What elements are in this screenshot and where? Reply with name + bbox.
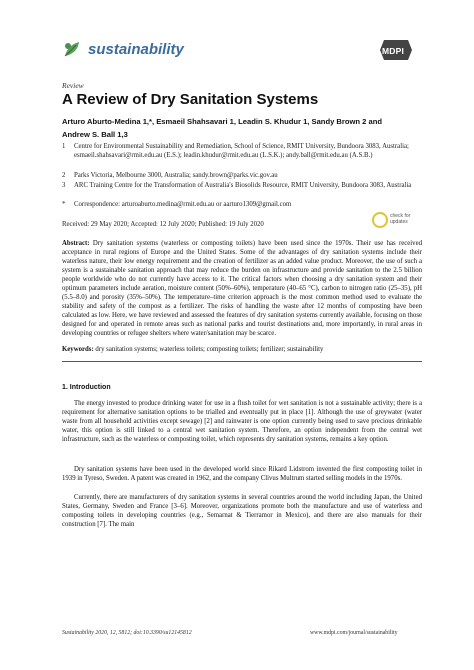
abstract-label: Abstract:	[62, 240, 90, 247]
publication-dates: Received: 29 May 2020; Accepted: 12 July 2020; Published: 19 July 2020	[62, 221, 264, 228]
abstract	[62, 239, 422, 339]
affiliation-2: 2 Parks Victoria, Melbourne 3000, Australia; sandy.brown@parks.vic.gov.au	[62, 171, 422, 180]
intro-paragraph-3: Currently, there are manufacturers of dry sanitation systems in several countries around the world including Japan, the United States, Germany, Sweden and France [3–6]. Moreover, organizations promote both the manufacture and use of waterless and composting toilets in developing countries (e.g., Semarnat & Tierramor in Mexico), and there are also manuals for their construction [7]. The main	[62, 494, 422, 529]
affiliation-text: ARC Training Centre for the Transformation of Australia's Biosolids Resource, RMIT University, Bundoora 3083, Australia	[74, 182, 412, 189]
keywords-label: Keywords:	[62, 346, 94, 353]
sustainability-logo-icon	[62, 38, 82, 60]
abstract-text: Dry sanitation systems (waterless or composting toilets) have been used since the 1970s. Their use has received acceptance in rural regions of Europe and the United States. Some of the advantages of dry sanitation systems include their waterless nature, their low energy requirement and the creation of fertilizer as an added value product. Moreover, the use of such a system is a sustainable sanitation approach that may reduce the burden on infrastructure and provide sanitation to the 2.5 billion people worldwide who do not currently have access to it. The critical factors when choosing a dry sanitation system and their optimum parameters include aeration, moisture content (50%–60%), temperature (40–65 °C), carbon to nitrogen ratio (25–35), pH (5.5–8.0) and porosity (35%–50%). The temperature–time criterion approach is the most common method used to evaluate the stability and safety of the compost as a fertilizer. The risks of handling the waste after 12 months of composting have been calculated as low. Here, we have reviewed and assessed the features of dry sanitation systems currently available, focusing on those designed for and operated in remote areas such as national parks and tourist destinations and, more importantly, in rural areas in developing countries or refugee shelters where water/sanitation may be scarce.	[62, 240, 422, 338]
keywords	[62, 346, 422, 353]
section-divider	[62, 361, 422, 362]
affiliation-3: 3 ARC Training Centre for the Transformation of Australia's Biosolids Resource, RMIT University, Bundoora 3083, Australia	[62, 181, 422, 190]
footer-url[interactable]: www.mdpi.com/journal/sustainability	[310, 630, 398, 636]
correspondence: * Correspondence: arturoaburto.medina@rmit.edu.au or aarturo1309@gmail.com	[62, 200, 422, 209]
affiliation-1: 1 Centre for Environmental Sustainability and Remediation, School of Science, RMIT University, Bundoora 3083, Australia; esmaeil.shahsavari@rmit.edu.au (E.S.); leadin.khudur@rmit.edu.au (L.S.K.); andy.ball@rmit.edu.au (A.S.B.)	[62, 142, 422, 160]
affiliation-text: Centre for Environmental Sustainability and Remediation, School of Science, RMIT University, Bundoora 3083, Australia; esmaeil.shahsavari@rmit.edu.au (E.S.); leadin.khudur@rmit.edu.au (L.S.K.); andy.ball@rmit.edu.au (A.S.B.)	[74, 143, 409, 160]
footer-citation: Sustainability 2020, 12, 5812; doi:10.3390/su12145812	[62, 630, 192, 636]
affiliation-text: Parks Victoria, Melbourne 3000, Australia; sandy.brown@parks.vic.gov.au	[74, 172, 278, 179]
check-updates-icon	[372, 212, 388, 228]
publisher-name: MDPI	[382, 46, 405, 56]
article-type: Review	[62, 81, 84, 90]
check-for-updates-button[interactable]: check for updates	[372, 212, 418, 234]
author-list	[62, 115, 422, 141]
intro-paragraph-2: Dry sanitation systems have been used in the developed world since Rikard Lidstrom invented the first composting toilet in 1939 in Tyreso, Sweden. A patent was created in 1962, and the company Clivus Multrum started selling models in the 1970s.	[62, 466, 422, 483]
paper-title: A Review of Dry Sanitation Systems	[62, 91, 319, 108]
section-heading-introduction: 1. Introduction	[62, 384, 111, 391]
journal-name[interactable]: sustainability	[88, 41, 184, 58]
correspondence-text[interactable]: Correspondence: arturoaburto.medina@rmit.edu.au or aarturo1309@gmail.com	[74, 201, 292, 208]
authors-line-1: Arturo Aburto-Medina 1,*, Esmaeil Shahsavari 1, Leadin S. Khudur 1, Sandy Brown 2 and	[62, 117, 382, 126]
authors-line-2: Andrew S. Ball 1,3	[62, 130, 128, 139]
keywords-text: dry sanitation systems; waterless toilets; composting toilets; fertilizer; sustainability	[95, 346, 324, 353]
intro-paragraph-1: The energy invested to produce drinking water for use in a flush toilet for wet sanitation is not a sustainable activity; there is a requirement for alternative sanitation options to be trialled and eventually put in place [1]. Although the use of greywater (water waste from all household activities except sewage) [2] and rainwater is one option currently being used to save precious drinkable water, this option is still linked to a central wet sanitation system. Therefore, an option independent from the central wet infrastructure, such as the waterless or composting toilet, which represents dry sanitation systems, remains a key option.	[62, 400, 422, 444]
